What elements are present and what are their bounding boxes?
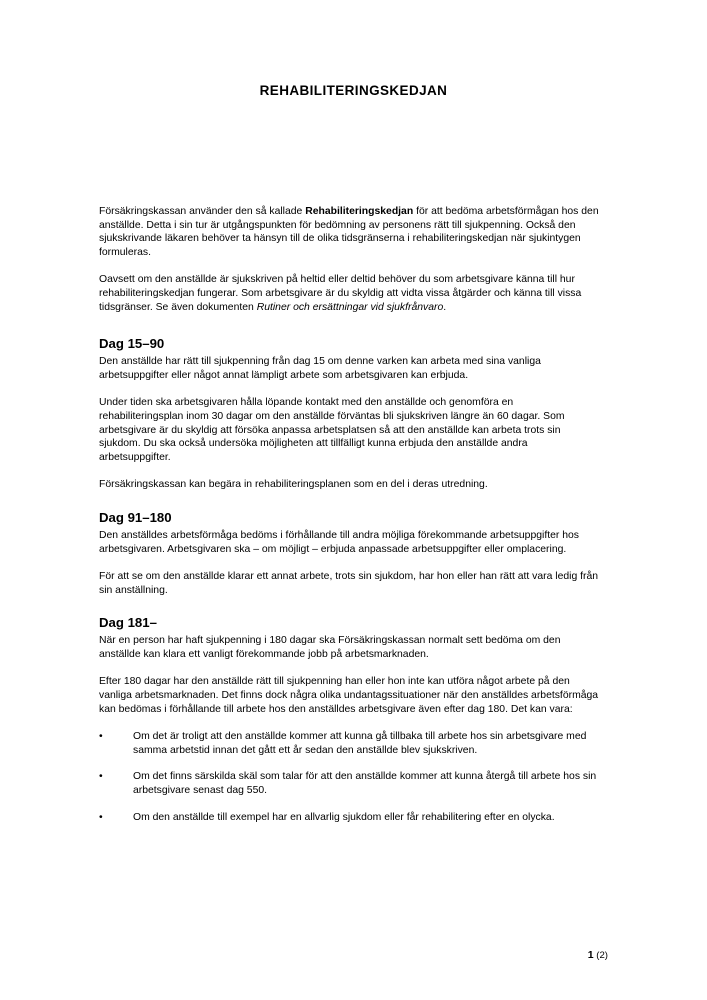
bullet-icon: • [99,771,103,783]
section-heading-dag-91-180: Dag 91–180 [99,509,172,525]
bullet-icon: • [99,731,103,743]
page-footer [588,949,608,961]
intro-paragraph-2 [99,273,599,314]
bullet-icon: • [99,811,103,823]
intro-p1-text-b: för att bedöma arbetsförmågan hos den anställde. Detta i sin tur är utgångspunkten för bedömning av personens rätt till sjukpenning. Också den sjukskrivande läkaren behöver ta hänsyn till de olika tidsgränserna i rehabiliteringskedjan när sjukintygen formuleras. [99,206,599,258]
intro-p1-text-a: Försäkringskassan använder den så kallade [99,206,306,217]
list-item [99,770,599,797]
list-item-text: Om det finns särskilda skäl som talar för att den anställde kommer att kunna återgå till arbete hos sin arbetsgivare senast dag 550. [133,771,597,797]
section-1-paragraph-3: Försäkringskassan kan begära in rehabiliteringsplanen som en del i deras utredning. [99,479,488,491]
list-item [99,811,599,825]
list-item-text: Om den anställde till exempel har en allvarlig sjukdom eller får rehabilitering efter en olycka. [133,811,555,823]
section-1-paragraph-1: Den anställde har rätt till sjukpenning från dag 15 om denne varken kan arbeta med sina vanliga arbetsuppgifter eller något annat lämpligt arbete som arbetsgivaren kan erbjuda. [99,356,541,381]
list-item [99,730,599,757]
list-item-text: Om det är troligt att den anställde kommer att kunna gå tillbaka till arbete hos sin arbetsgivare med samma arbetstid innan det gått ett år sedan den anställde blev sjukskriven. [133,731,587,756]
document-body [99,205,599,837]
intro-p2-text-b: . [443,301,447,313]
footer-page-total: (2) [596,950,608,961]
section-heading-dag-181: Dag 181– [99,615,157,631]
section-1-paragraph-2: Under tiden ska arbetsgivaren hålla löpande kontakt med den anställde och genomföra en rehabiliteringsplan inom 30 dagar om den anställde förväntas bli sjukskriven längre än 60 dagar. Som arbetsgivare är du skyldig att försöka anpassa arbetsplatsen så att den anställde kan arbeta trots sin sjukdom. Du ska också undersöka möjligheten att tillfälligt kunna erbjuda den anställde andra arbetsuppgifter. [99,397,565,463]
section-2-paragraph-2: För att se om den anställde klarar ett annat arbete, trots sin sjukdom, har hon eller han rätt att vara ledig från sin anställning. [99,571,599,596]
page-title: REHABILITERINGSKEDJAN [259,83,448,98]
intro-p2-text-a: Oavsett om den anställde är sjukskriven på heltid eller deltid behöver du som arbetsgivare känna till hur rehabiliteringskedjan fungerar. Som arbetsgivare är du skyldig att vidta vissa åtgärder och känna till vissa tidsgränser. Se även dokumenten [99,274,582,313]
section-3-bullet-list [99,730,599,824]
section-3-paragraph-1: När en person har haft sjukpenning i 180 dagar ska Försäkringskassan normalt sett bedöma om den anställde kan klara ett vanligt förekommande jobb på arbetsmarknaden. [99,635,561,660]
intro-p1-bold: Rehabiliteringskedjan [305,206,414,217]
section-heading-dag-15-90: Dag 15–90 [99,336,165,352]
section-2-paragraph-1: Den anställdes arbetsförmåga bedöms i förhållande till andra möjliga förekommande arbetsuppgifter hos arbetsgivaren. Arbetsgivaren ska – om möjligt – erbjuda anpassade arbetsuppgifter eller omplacering. [99,529,579,555]
intro-p2-italic: Rutiner och ersättningar vid sjukfrånvaro [256,301,444,313]
footer-page-number: 1 [587,949,594,961]
intro-paragraph-1 [99,205,599,259]
section-3-paragraph-2: Efter 180 dagar har den anställde rätt till sjukpenning han eller hon inte kan utföra något arbete på den vanliga arbetsmarknaden. Det finns dock några olika undantagssituationer när den anställdes arbetsförmåga kan bedömas i förhållande till arbete hos den anställdes arbetsgivare även efter dag 180. Det kan vara: [99,676,599,715]
